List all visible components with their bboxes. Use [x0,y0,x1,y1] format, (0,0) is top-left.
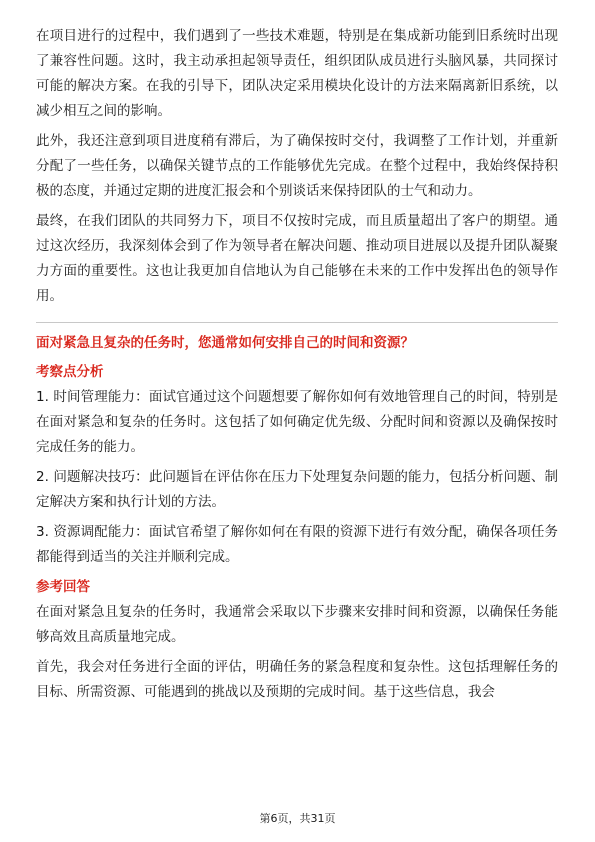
section-divider [36,322,558,323]
analysis-item-3: 3. 资源调配能力：面试官希望了解你如何在有限的资源下进行有效分配，确保各项任务都能得到适当的关注并顺利完成。 [36,524,558,565]
intro-paragraph-3: 最终，在我们团队的共同努力下，项目不仅按时完成，而且质量超出了客户的期望。通过这次经历，我深刻体会到了作为领导者在解决问题、推动项目进展以及提升团队凝聚力方面的重要性。这也让我更加自信地认为自己能够在未来的工作中发挥出色的领导作用。 [36,213,558,304]
intro-paragraph-2: 此外，我还注意到项目进度稍有滞后，为了确保按时交付，我调整了工作计划，并重新分配了一些任务，以确保关键节点的工作能够优先完成。在整个过程中，我始终保持积极的态度，并通过定期的进度汇报会和个别谈话来保持团队的士气和动力。 [36,133,558,199]
answer-paragraph-2: 首先，我会对任务进行全面的评估，明确任务的紧急程度和复杂性。这包括理解任务的目标、所需资源、可能遇到的挑战以及预期的完成时间。基于这些信息，我会 [36,659,558,700]
analysis-heading: 考察点分析 [36,364,104,380]
analysis-item-1: 1. 时间管理能力：面试官通过这个问题想要了解你如何有效地管理自己的时间，特别是在面对紧急和复杂的任务时。这包括了如何确定优先级、分配时间和资源以及确保按时完成任务的能力。 [36,389,558,455]
intro-paragraph-1: 在项目进行的过程中，我们遇到了一些技术难题，特别是在集成新功能到旧系统时出现了兼容性问题。这时，我主动承担起领导责任，组织团队成员进行头脑风暴，共同探讨可能的解决方案。在我的引导下，团队决定采用模块化设计的方法来隔离新旧系统，以减少相互之间的影响。 [36,28,558,119]
analysis-item-2: 2. 问题解决技巧：此问题旨在评估你在压力下处理复杂问题的能力，包括分析问题、制定解决方案和执行计划的方法。 [36,469,558,510]
answer-paragraph-1: 在面对紧急且复杂的任务时，我通常会采取以下步骤来安排时间和资源，以确保任务能够高效且高质量地完成。 [36,604,558,645]
document-page [36,24,558,710]
page-footer: 第6页，共31页 [259,812,336,825]
answer-heading: 参考回答 [36,579,90,595]
question-heading: 面对紧急且复杂的任务时，您通常如何安排自己的时间和资源？ [36,335,414,351]
